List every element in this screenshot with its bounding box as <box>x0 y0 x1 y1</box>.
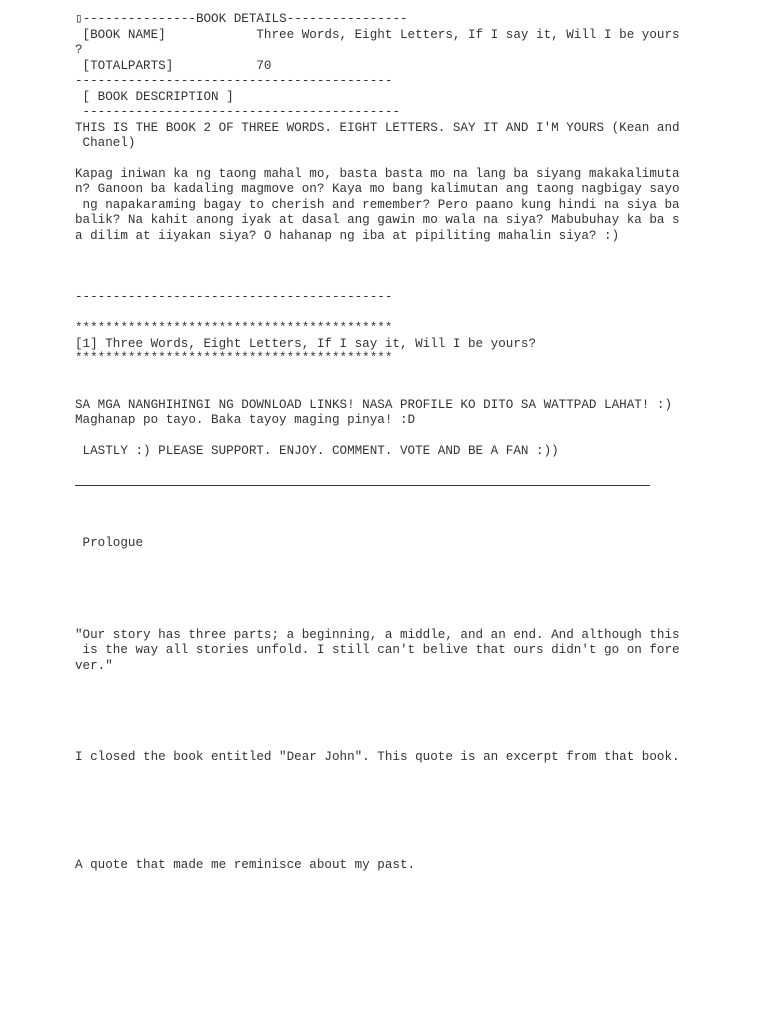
notice-line: SA MGA NANGHIHINGI NG DOWNLOAD LINKS! NASA PROFILE KO DITO SA WATTPAD LAHAT! :) <box>75 398 673 412</box>
description-body-line: ng napakaraming bagay to cherish and remember? Pero paano kung hindi na siya ba <box>75 198 680 212</box>
book-name-line: [BOOK NAME] Three Words, Eight Letters, If I say it, Will I be yours <box>75 28 680 42</box>
description-body-line: n? Ganoon ba kadaling magmove on? Kaya mo bang kalimutan ang taong nagbigay sayo <box>75 182 680 196</box>
quote-line: is the way all stories unfold. I still can't belive that ours didn't go on fore <box>75 643 680 657</box>
quote-line: ver." <box>75 659 113 673</box>
quote-line: "Our story has three parts; a beginning, a middle, and an end. And although this <box>75 628 680 642</box>
book-details-header: ▯---------------BOOK DETAILS---------------- <box>75 12 408 26</box>
support-line: LASTLY :) PLEASE SUPPORT. ENJOY. COMMENT. VOTE AND BE A FAN :)) <box>75 444 559 458</box>
description-intro-line: THIS IS THE BOOK 2 OF THREE WORDS. EIGHT LETTERS. SAY IT AND I'M YOURS (Kean and <box>75 121 680 135</box>
description-body-line: balik? Na kahit anong iyak at dasal ang gawin mo wala na siya? Mabubuhay ka ba s <box>75 213 680 227</box>
book-name-line-wrap: ? <box>75 43 83 57</box>
chapter-stars-top: ****************************************** <box>75 321 393 335</box>
description-body-line: a dilim at iiyakan siya? O hahanap ng iba at pipiliting mahalin siya? :) <box>75 229 620 243</box>
description-body-line: Kapag iniwan ka ng taong mahal mo, basta basta mo na lang ba siyang makakalimuta <box>75 167 680 181</box>
description-divider: ------------------------------------------ <box>75 105 400 119</box>
reminisce-line: A quote that made me reminisce about my past. <box>75 858 416 872</box>
chapter-title: [1] Three Words, Eight Letters, If I say it, Will I be yours? <box>75 337 537 351</box>
description-end-divider: ------------------------------------------ <box>75 290 393 304</box>
closed-book-line: I closed the book entitled "Dear John". This quote is an excerpt from that book. <box>75 750 680 764</box>
details-divider: ------------------------------------------ <box>75 74 393 88</box>
description-header: [ BOOK DESCRIPTION ] <box>75 90 234 104</box>
horizontal-rule <box>75 485 650 486</box>
chapter-stars-bottom: ****************************************** <box>75 351 393 365</box>
totalparts-line: [TOTALPARTS] 70 <box>75 59 272 73</box>
notice-line: Maghanap po tayo. Baka tayoy maging pinya! :D <box>75 413 416 427</box>
description-intro-line: Chanel) <box>75 136 136 150</box>
prologue-heading: Prologue <box>75 536 144 550</box>
